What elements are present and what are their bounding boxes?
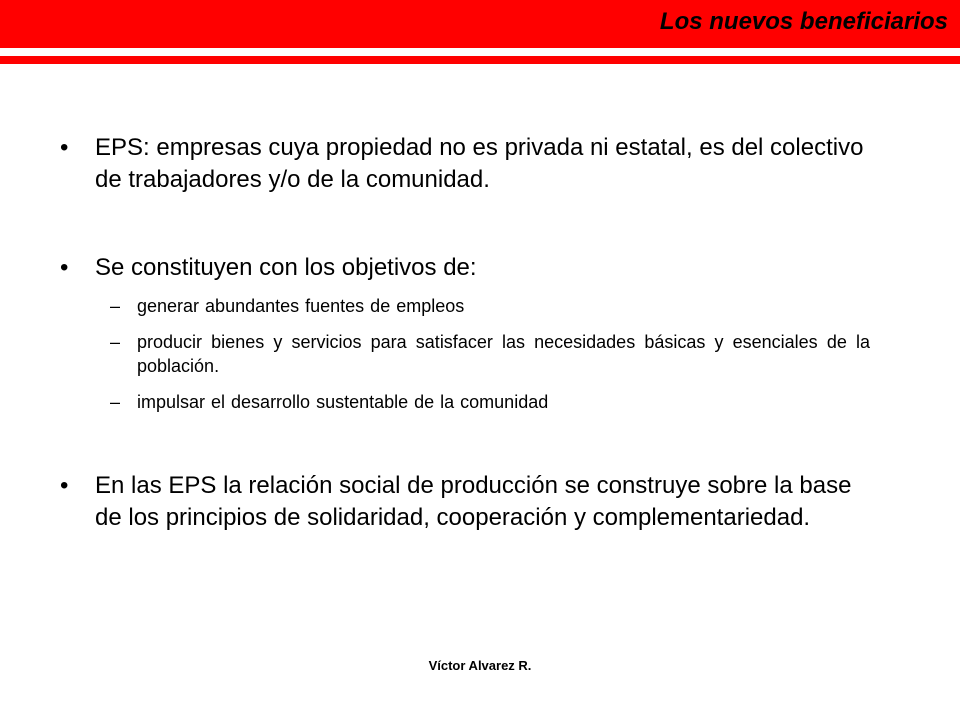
slide-title: Los nuevos beneficiarios — [659, 8, 948, 35]
bullet-marker: • — [60, 134, 69, 161]
sub-text: producir bienes y servicios para satisfacer las necesidades básicas y esenciales de la población. — [137, 332, 870, 376]
sub-item — [110, 330, 870, 378]
sub-item — [110, 294, 870, 318]
sub-list — [110, 294, 870, 414]
bullet-item — [60, 252, 880, 284]
bullet-text: Se constituyen con los objetivos de: — [95, 254, 477, 281]
bullet-text: EPS: empresas cuya propiedad no es privada ni estatal, es del colectivo de trabajadores y/o de la comunidad. — [95, 134, 864, 193]
sub-marker: – — [110, 296, 121, 316]
bullet-marker: • — [60, 472, 69, 499]
bullet-item — [60, 470, 880, 534]
header-divider — [0, 56, 960, 64]
bullet-text: En las EPS la relación social de producción se construye sobre la base de los principios de solidaridad, cooperación y complementariedad. — [95, 472, 852, 531]
bullet-item — [60, 132, 880, 196]
sub-text: generar abundantes fuentes de empleos — [137, 296, 465, 316]
header-band — [0, 0, 960, 48]
footer-author: Víctor Alvarez R. — [428, 658, 532, 673]
sub-item — [110, 390, 870, 414]
sub-marker: – — [110, 392, 121, 412]
sub-text: impulsar el desarrollo sustentable de la comunidad — [137, 392, 549, 412]
sub-marker: – — [110, 332, 121, 352]
bullet-marker: • — [60, 254, 69, 281]
slide-content — [60, 132, 880, 534]
